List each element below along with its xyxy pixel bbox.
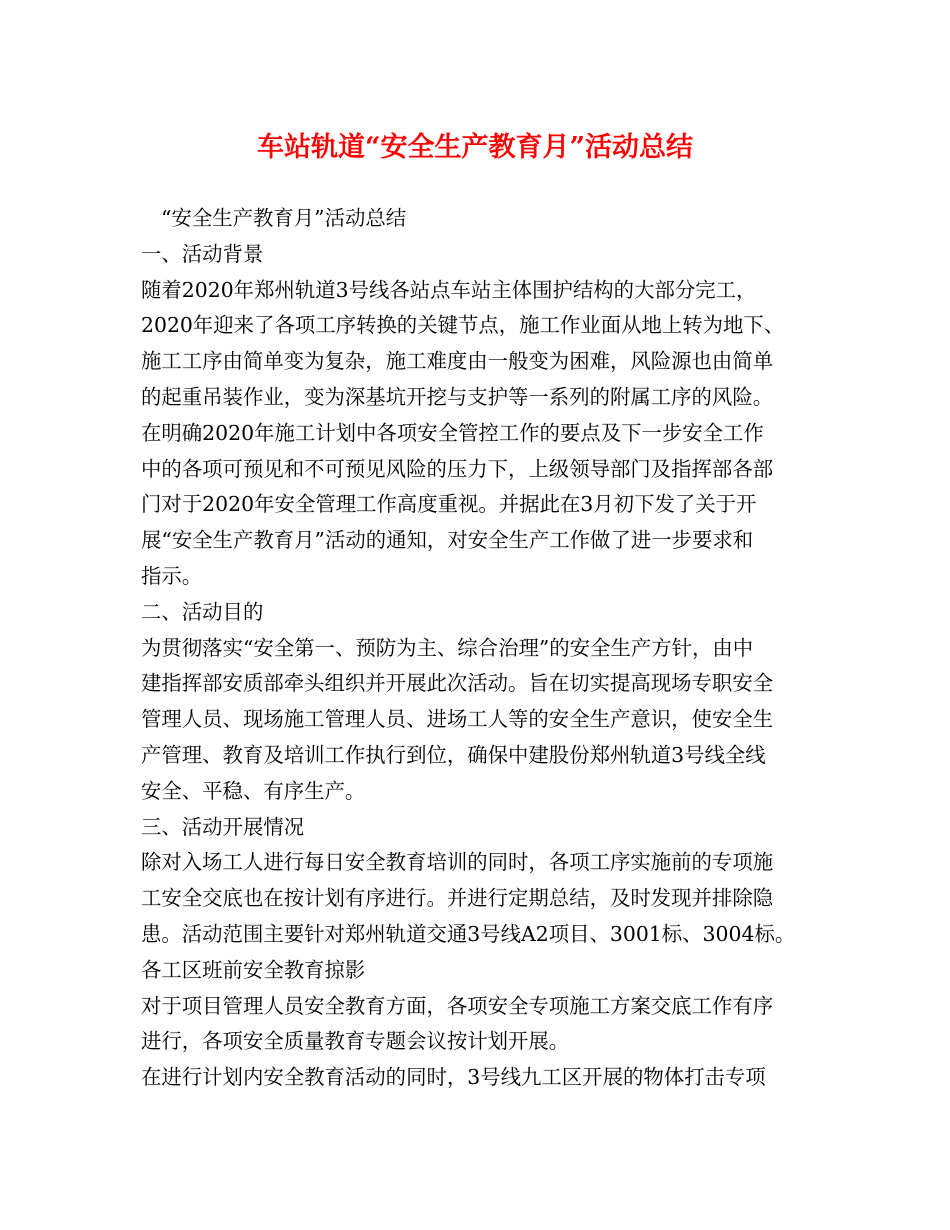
body-line: 管理人员、现场施工管理人员、进场工人等的安全生产意识，使安全生 bbox=[141, 707, 774, 732]
body-line: 在进行计划内安全教育活动的同时，3号线九工区开展的物体打击专项 bbox=[141, 1065, 766, 1090]
document-body bbox=[141, 201, 821, 1096]
body-line: “安全生产教育月”活动总结 bbox=[161, 206, 407, 230]
body-line: 在明确2020年施工计划中各项安全管控工作的要点及下一步安全工作 bbox=[141, 420, 764, 445]
body-line: 的起重吊装作业，变为深基坑开挖与支护等一系列的附属工序的风险。 bbox=[141, 384, 774, 409]
section-heading: 一、活动背景 bbox=[141, 241, 264, 266]
body-line: 进行，各项安全质量教育专题会议按计划开展。 bbox=[141, 1029, 570, 1054]
body-line: 各工区班前安全教育掠影 bbox=[141, 957, 366, 982]
document-title: 车站轨道“安全生产教育月”活动总结 bbox=[256, 132, 694, 163]
section-heading: 三、活动开展情况 bbox=[141, 814, 305, 839]
section-heading: 二、活动目的 bbox=[141, 599, 264, 624]
body-line: 为贯彻落实“安全第一、预防为主、综合治理”的安全生产方针，由中 bbox=[141, 635, 754, 660]
body-line: 2020年迎来了各项工序转换的关键节点，施工作业面从地上转为地下、 bbox=[141, 313, 785, 338]
body-line: 展“安全生产教育月”活动的通知，对安全生产工作做了进一步要求和 bbox=[141, 528, 754, 553]
body-line: 中的各项可预见和不可预见风险的压力下，上级领导部门及指挥部各部 bbox=[141, 456, 774, 481]
body-line: 指示。 bbox=[141, 563, 203, 588]
body-line: 门对于2020年安全管理工作高度重视。并据此在3月初下发了关于开 bbox=[141, 492, 757, 517]
body-line: 患。活动范围主要针对郑州轨道交通3号线A2项目、3001标、3004标。 bbox=[141, 921, 796, 946]
body-line: 安全、平稳、有序生产。 bbox=[141, 778, 366, 803]
body-line: 施工工序由简单变为复杂，施工难度由一般变为困难，风险源也由简单 bbox=[141, 349, 774, 374]
body-line: 工安全交底也在按计划有序进行。并进行定期总结，及时发现并排除隐 bbox=[141, 886, 774, 911]
body-line: 除对入场工人进行每日安全教育培训的同时，各项工序实施前的专项施 bbox=[141, 850, 774, 875]
body-line: 对于项目管理人员安全教育方面，各项安全专项施工方案交底工作有序 bbox=[141, 993, 774, 1018]
body-line: 产管理、教育及培训工作执行到位，确保中建股份郑州轨道3号线全线 bbox=[141, 742, 766, 767]
body-line: 建指挥部安质部牵头组织并开展此次活动。旨在切实提高现场专职安全 bbox=[141, 671, 774, 696]
body-line: 随着2020年郑州轨道3号线各站点车站主体围护结构的大部分完工， bbox=[141, 277, 757, 302]
